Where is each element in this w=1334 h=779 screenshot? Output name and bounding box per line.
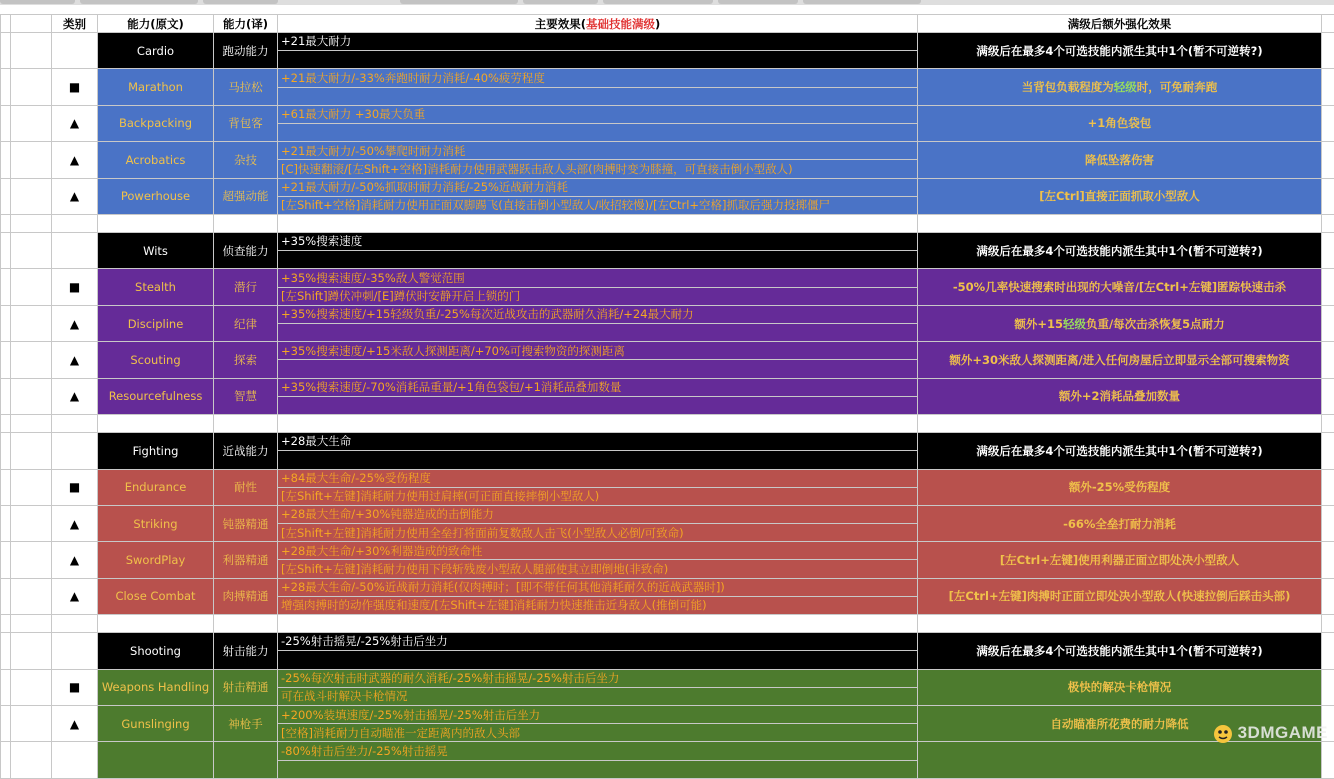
skill-type-marker[interactable]: ▲ — [52, 105, 98, 141]
skill-extra[interactable]: 额外+30米敌人探测距离/进入任何房屋后立即显示全部可搜索物资 — [918, 342, 1322, 378]
sheet-tab[interactable] — [400, 0, 518, 4]
skill-effect-line2[interactable]: [左Shift+空格]消耗耐力使用正面双脚踢飞(直接击倒小型敌人/收招较慢)/[左Ctrl+空格]抓取后强力投掷僵尸 — [278, 196, 918, 214]
skill-effect-line1[interactable]: +28最大生命/+30%利器造成的致命性 — [278, 542, 918, 560]
skill-extra[interactable]: -66%全垒打耐力消耗 — [918, 505, 1322, 541]
skill-extra[interactable]: 自动瞄准所花费的耐力降低 — [918, 705, 1322, 741]
skill-name-cn[interactable]: 纪律 — [214, 305, 278, 341]
ability-effect[interactable]: +28最大生命 — [278, 433, 918, 451]
skill-effect-line1[interactable]: +61最大耐力 +30最大负重 — [278, 105, 918, 123]
skill-effect-line1[interactable]: +28最大生命/-50%近战耐力消耗(仅肉搏时；[即不带任何其他消耗耐久的近战武器时]) — [278, 578, 918, 596]
skill-effect-line1[interactable]: -25%每次射击时武器的耐久消耗/-25%射击摇晃/-25%射击后坐力 — [278, 669, 918, 687]
skill-name[interactable]: Weapons Handling — [98, 669, 214, 705]
skill-extra[interactable]: 额外+2消耗品叠加数量 — [918, 378, 1322, 414]
skill-type-marker[interactable]: ▲ — [52, 505, 98, 541]
skill-effect-line1[interactable]: +35%搜索速度/-70%消耗品重量/+1角色袋包/+1消耗品叠加数量 — [278, 378, 918, 396]
skill-effect-line2[interactable]: [左Shift+左键]消耗耐力使用全垒打将面前复数敌人击飞(小型敌人必倒/可致命) — [278, 524, 918, 542]
sheet-tab[interactable] — [523, 0, 598, 4]
spacer-row — [1, 214, 1334, 232]
ability-name[interactable]: Cardio — [98, 33, 214, 69]
skill-type-marker[interactable] — [52, 742, 98, 778]
skill-extra[interactable]: 降低坠落伤害 — [918, 142, 1322, 178]
skill-row — [1, 505, 1334, 523]
skill-effect-line2[interactable] — [278, 87, 918, 105]
skill-name-cn[interactable] — [214, 742, 278, 778]
sheet-tab[interactable] — [718, 0, 798, 4]
ability-extra[interactable]: 满级后在最多4个可选技能内派生其中1个(暂不可逆转?) — [918, 433, 1322, 469]
skill-name[interactable]: Acrobatics — [98, 142, 214, 178]
skill-effect-line1[interactable]: +35%搜索速度/-35%敌人警觉范围 — [278, 269, 918, 287]
skill-extra[interactable]: [左Ctrl+左键]使用利器正面立即处决小型敌人 — [918, 542, 1322, 578]
skill-row — [1, 542, 1334, 560]
ability-name-cn[interactable]: 射击能力 — [214, 633, 278, 669]
ability-name[interactable]: Wits — [98, 233, 214, 269]
skills-table — [0, 14, 1334, 779]
skill-name[interactable]: Resourcefulness — [98, 378, 214, 414]
skill-effect-line2[interactable]: [空格]消耗耐力自动瞄准一定距离内的敌人头部 — [278, 724, 918, 742]
skill-row — [1, 469, 1334, 487]
ability-extra[interactable]: 满级后在最多4个可选技能内派生其中1个(暂不可逆转?) — [918, 33, 1322, 69]
skill-type-marker[interactable]: ▲ — [52, 378, 98, 414]
skill-effect-line2[interactable] — [278, 324, 918, 342]
skill-name-cn[interactable]: 杂技 — [214, 142, 278, 178]
skill-name-cn[interactable]: 肉搏精通 — [214, 578, 278, 614]
ability-extra[interactable]: 满级后在最多4个可选技能内派生其中1个(暂不可逆转?) — [918, 633, 1322, 669]
skill-effect-line2[interactable]: 增强肉搏时的动作强度和速度/[左Shift+左键]消耗耐力快速推击近身敌人(推倒可能) — [278, 596, 918, 614]
watermark-logo — [1211, 722, 1328, 744]
skill-type-marker[interactable]: ▲ — [52, 305, 98, 341]
ability-name[interactable]: Shooting — [98, 633, 214, 669]
sheet-tab[interactable] — [80, 0, 198, 4]
sheet-tab[interactable] — [0, 0, 75, 4]
sheet-tab[interactable] — [803, 0, 921, 4]
skill-row — [1, 305, 1334, 323]
skill-name[interactable]: Stealth — [98, 269, 214, 305]
skill-row — [1, 269, 1334, 287]
skill-effect-line2[interactable]: [C]快速翻滚/[左Shift+空格]消耗耐力使用武器跃击敌人头部(肉搏时变为膝撞，可直接击倒小型敌人) — [278, 160, 918, 178]
skill-effect-line1[interactable]: -80%射击后坐力/-25%射击摇晃 — [278, 742, 918, 760]
header-type[interactable]: 类别 — [52, 15, 98, 33]
skill-name[interactable] — [98, 742, 214, 778]
skill-type-marker[interactable]: ▲ — [52, 142, 98, 178]
skill-type-marker[interactable]: ▲ — [52, 178, 98, 214]
skill-type-marker[interactable]: ▲ — [52, 342, 98, 378]
sheet-tab[interactable] — [603, 0, 713, 4]
skill-name[interactable]: Marathon — [98, 69, 214, 105]
skill-name[interactable]: Powerhouse — [98, 178, 214, 214]
skill-name-cn[interactable]: 利器精通 — [214, 542, 278, 578]
skill-row — [1, 342, 1334, 360]
skill-type-marker[interactable]: ▲ — [52, 578, 98, 614]
skill-type-marker[interactable]: ▲ — [52, 542, 98, 578]
skill-effect-line2[interactable]: [左Shift+左键]消耗耐力使用过肩摔(可正面直接摔倒小型敌人) — [278, 487, 918, 505]
skill-effect-line1[interactable]: +84最大生命/-25%受伤程度 — [278, 469, 918, 487]
skill-name[interactable]: Endurance — [98, 469, 214, 505]
skill-row — [1, 705, 1334, 723]
skill-name[interactable]: Scouting — [98, 342, 214, 378]
skill-type-marker[interactable]: ▲ — [52, 705, 98, 741]
mascot-icon — [1211, 722, 1235, 744]
skill-name[interactable]: Striking — [98, 505, 214, 541]
skill-extra[interactable]: 额外+15轻级负重/每次击杀恢复5点耐力 — [918, 305, 1322, 341]
skill-effect-line1[interactable]: +21最大耐力/-33%奔跑时耐力消耗/-40%疲劳程度 — [278, 69, 918, 87]
ability-effect[interactable]: +21最大耐力 — [278, 33, 918, 51]
skill-name-cn[interactable]: 钝器精通 — [214, 505, 278, 541]
skill-row — [1, 178, 1334, 196]
skill-extra[interactable]: 当背包负载程度为轻级时，可免耐奔跑 — [918, 69, 1322, 105]
skill-extra[interactable]: [左Ctrl]直接正面抓取小型敌人 — [918, 178, 1322, 214]
spacer-row — [1, 615, 1334, 633]
skill-extra[interactable]: -50%几率快速搜索时出现的大噪音/[左Ctrl+左键]匿踪快速击杀 — [918, 269, 1322, 305]
skill-row — [1, 69, 1334, 87]
skill-name[interactable]: Close Combat — [98, 578, 214, 614]
skill-type-marker[interactable]: ■ — [52, 269, 98, 305]
skill-extra[interactable]: [左Ctrl+左键]肉搏时正面立即处决小型敌人(快速拉倒后踩击头部) — [918, 578, 1322, 614]
skill-name-cn[interactable]: 神枪手 — [214, 705, 278, 741]
skill-name-cn[interactable]: 智慧 — [214, 378, 278, 414]
skill-effect-line2[interactable] — [278, 760, 918, 778]
skill-name[interactable]: Backpacking — [98, 105, 214, 141]
ability-row — [1, 633, 1334, 651]
header-extra-effect[interactable]: 满级后额外强化效果 — [918, 15, 1322, 33]
skill-row — [1, 142, 1334, 160]
skill-effect-line2[interactable] — [278, 123, 918, 141]
ability-effect[interactable]: +35%搜索速度 — [278, 233, 918, 251]
skill-row — [1, 578, 1334, 596]
sheet-tab-bar — [0, 0, 1334, 5]
skill-name-cn[interactable]: 马拉松 — [214, 69, 278, 105]
skill-row — [1, 669, 1334, 687]
header-name-translated[interactable]: 能力(译) — [214, 15, 278, 33]
skill-extra[interactable]: 极快的解决卡枪情况 — [918, 669, 1322, 705]
header-row — [1, 15, 1334, 33]
skill-effect-line2[interactable] — [278, 360, 918, 378]
skill-extra[interactable]: +1角色袋包 — [918, 105, 1322, 141]
ability-name-cn[interactable]: 近战能力 — [214, 433, 278, 469]
skill-effect-line1[interactable]: +28最大生命/+30%钝器造成的击倒能力 — [278, 505, 918, 523]
skill-effect-line1[interactable]: +21最大耐力/-50%攀爬时耐力消耗 — [278, 142, 918, 160]
sheet-tab[interactable] — [203, 0, 278, 4]
skill-effect-line2[interactable] — [278, 396, 918, 414]
skill-name[interactable]: Gunslinging — [98, 705, 214, 741]
ability-name-cn[interactable]: 侦查能力 — [214, 233, 278, 269]
ability-extra[interactable]: 满级后在最多4个可选技能内派生其中1个(暂不可逆转?) — [918, 233, 1322, 269]
spacer-row — [1, 414, 1334, 432]
skill-extra[interactable] — [918, 742, 1322, 778]
ability-row — [1, 433, 1334, 451]
ability-effect[interactable]: -25%射击摇晃/-25%射击后坐力 — [278, 633, 918, 651]
skill-name-cn[interactable]: 超强动能 — [214, 178, 278, 214]
skill-effect-line1[interactable]: +21最大耐力/-50%抓取时耐力消耗/-25%近战耐力消耗 — [278, 178, 918, 196]
skill-name-cn[interactable]: 背包客 — [214, 105, 278, 141]
skill-effect-line2[interactable]: 可在战斗时解决卡枪情况 — [278, 687, 918, 705]
skill-effect-line1[interactable]: +35%搜索速度/+15米敌人探测距离/+70%可搜索物资的探测距离 — [278, 342, 918, 360]
skill-type-marker[interactable]: ■ — [52, 69, 98, 105]
skill-name-cn[interactable]: 射击精通 — [214, 669, 278, 705]
header-name-original[interactable]: 能力(原文) — [98, 15, 214, 33]
skill-type-marker[interactable]: ■ — [52, 669, 98, 705]
skill-row — [1, 378, 1334, 396]
ability-row — [1, 33, 1334, 51]
skill-extra[interactable]: 额外-25%受伤程度 — [918, 469, 1322, 505]
skill-name[interactable]: Discipline — [98, 305, 214, 341]
skill-type-marker[interactable]: ■ — [52, 469, 98, 505]
skill-name-cn[interactable]: 探索 — [214, 342, 278, 378]
skill-name-cn[interactable]: 潜行 — [214, 269, 278, 305]
watermark-text: 3DMGAME — [1238, 723, 1328, 743]
skill-effect-line2[interactable]: [左Shift+左键]消耗耐力使用下段斩残废小型敌人腿部使其立即倒地(非致命) — [278, 560, 918, 578]
skill-row — [1, 742, 1334, 760]
skill-name-cn[interactable]: 耐性 — [214, 469, 278, 505]
ability-name-cn[interactable]: 跑动能力 — [214, 33, 278, 69]
skill-effect-line1[interactable]: +200%装填速度/-25%射击摇晃/-25%射击后坐力 — [278, 705, 918, 723]
skill-name[interactable]: SwordPlay — [98, 542, 214, 578]
skill-effect-line2[interactable]: [左Shift]蹲伏冲刺/[E]蹲伏时安静开启上锁的门 — [278, 287, 918, 305]
ability-name[interactable]: Fighting — [98, 433, 214, 469]
skill-effect-line1[interactable]: +35%搜索速度/+15轻级负重/-25%每次近战攻击的武器耐久消耗/+24最大耐力 — [278, 305, 918, 323]
ability-row — [1, 233, 1334, 251]
skill-row — [1, 105, 1334, 123]
header-main-effect[interactable]: 主要效果(基础技能满级) — [278, 15, 918, 33]
